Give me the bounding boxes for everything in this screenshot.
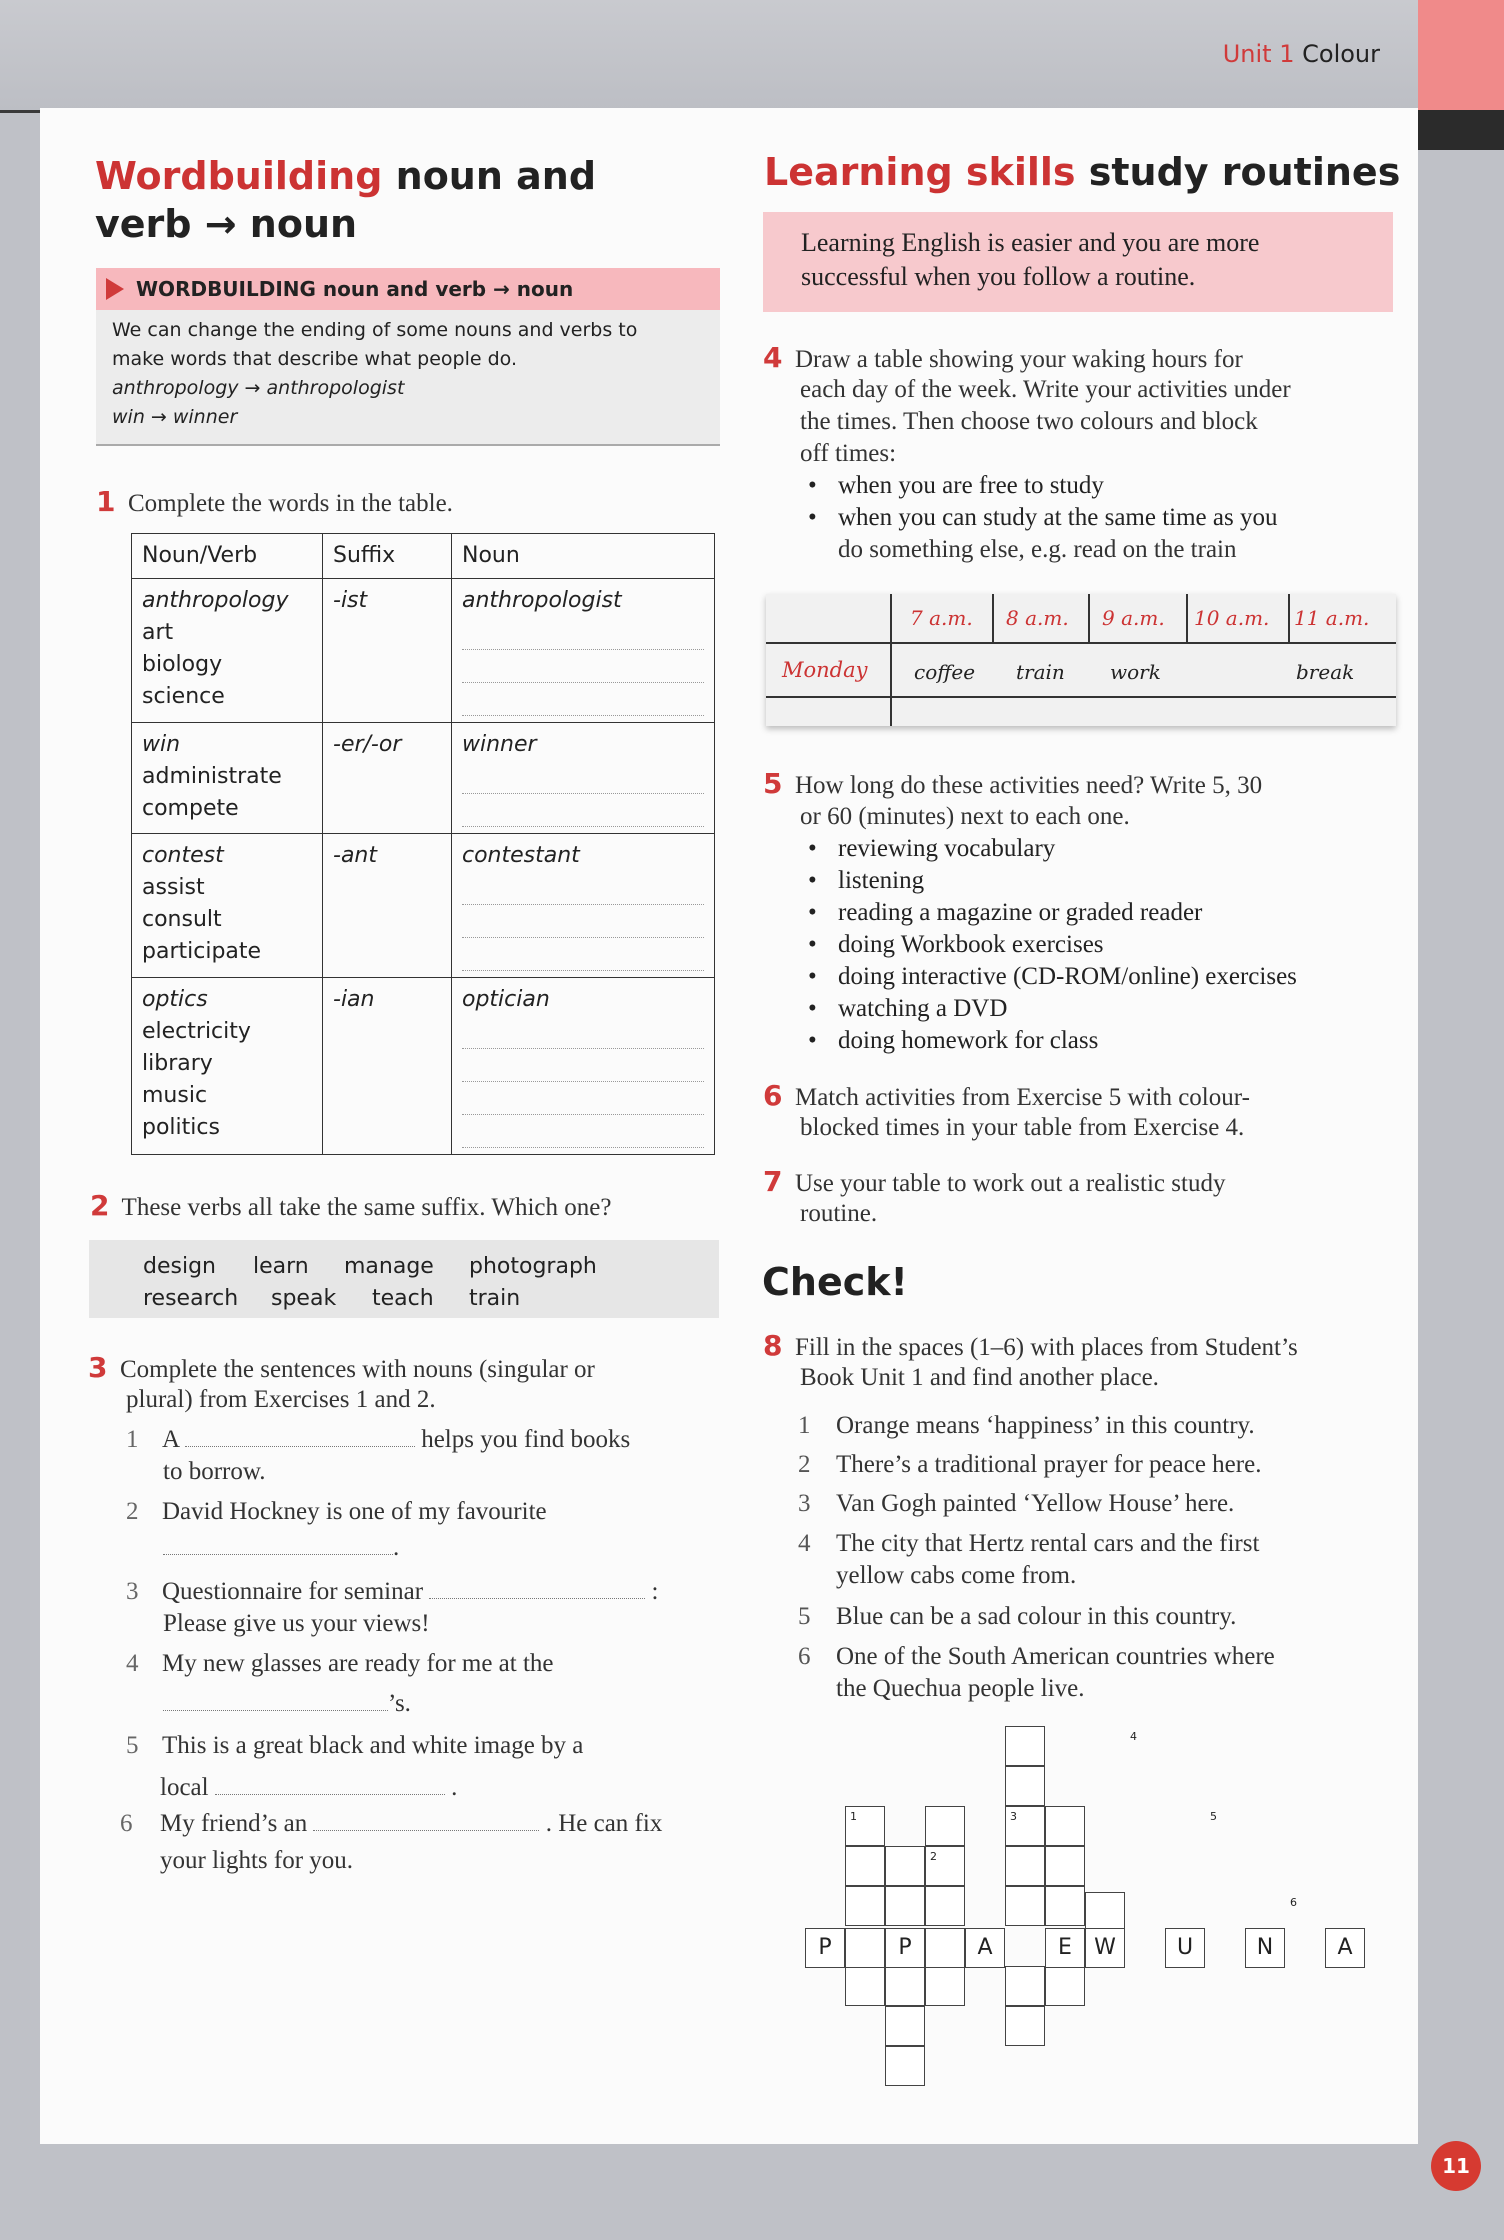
table-row [132,723,715,834]
sentence-text: . He can fix [545,1810,663,1837]
sentence-text: David Hockney is one of my favourite [162,1498,547,1525]
col-header: Noun/Verb [132,534,323,579]
crossword-clue-number: 6 [1290,1896,1297,1909]
clue-number: 1 [798,1412,811,1439]
crossword-clue-number: 2 [930,1850,937,1863]
title-rest: study routines [1088,150,1401,194]
answer-blank[interactable] [462,761,704,794]
answer-blank[interactable] [462,1115,704,1148]
sentence-number: 4 [126,1650,139,1677]
sentence-text: . [393,1534,400,1561]
answer-blank[interactable] [462,650,704,683]
crossword-cell[interactable] [885,2006,925,2046]
crossword-cell[interactable] [925,1886,965,1926]
bullet-item: do something else, e.g. read on the train [838,536,1237,563]
table-word: biology [142,652,223,677]
exercise-text: blocked times in your table from Exercise 4. [800,1114,1245,1141]
table-word: administrate [142,764,282,789]
table-word: science [142,684,225,709]
sentence-text: My friend’s an [160,1810,308,1837]
sentence-text: Please give us your views! [163,1610,430,1637]
sentence [163,1688,411,1720]
crossword-cell[interactable] [845,1928,885,1968]
grid-line [1288,594,1290,642]
table-word: library [142,1051,213,1076]
activity-label: break [1296,660,1355,684]
clue-number: 2 [798,1451,811,1478]
corner-tab [1418,0,1504,110]
exercise-7 [763,1166,1225,1200]
time-label: 8 a.m. [1006,606,1069,630]
word-box-item: design [143,1254,216,1279]
exercise-text: Book Unit 1 and find another place. [800,1364,1159,1391]
table-suffix: -ant [323,834,452,978]
exercise-text: Draw a table showing your waking hours for [794,346,1243,373]
sentence-number: 1 [126,1426,139,1453]
word-box [89,1240,719,1318]
answer-blank[interactable] [462,938,704,971]
table-word: win [142,732,181,757]
sentence-text: to borrow. [163,1458,266,1485]
title-rest-2: verb → noun [95,202,358,246]
title-red: Wordbuilding [95,154,383,198]
table-word: music [142,1083,208,1108]
exercise-number: 7 [763,1165,783,1198]
crossword-cell[interactable] [1005,1886,1045,1926]
intro-text: Learning English is easier and you are more [801,228,1260,257]
exercise-2 [90,1190,611,1224]
table-row [132,579,715,723]
crossword-cell[interactable] [885,2046,925,2086]
exercise-text: Match activities from Exercise 5 with colour- [794,1084,1250,1111]
sentence [126,1730,583,1762]
table-word: politics [142,1115,220,1140]
exercise-number: 1 [96,485,116,518]
wordbuilding-title [95,152,596,248]
crossword-cell[interactable] [1005,1726,1045,1766]
crossword-cell[interactable]: P [885,1928,925,1968]
answer-blank[interactable] [462,872,704,905]
sentence-number: 6 [120,1810,133,1837]
table-word: consult [142,907,222,932]
sentence-text: your lights for you. [160,1847,354,1874]
grid-line [766,642,1396,644]
sentence [126,1648,554,1680]
crossword-cell[interactable] [1005,1846,1045,1886]
check-heading: Check! [762,1260,908,1304]
table-word: anthropology [142,588,289,613]
exercise-number: 3 [88,1351,108,1384]
wordbuilding-box-head [96,268,720,310]
exercise-text: off times: [800,440,897,467]
crossword-cell[interactable]: P [805,1928,845,1968]
exercise-4 [763,342,1243,376]
table-word: electricity [142,1019,251,1044]
col-header: Noun [452,534,715,579]
exercise-number: 5 [763,767,783,800]
word-table [131,533,715,1155]
exercise-text: routine. [800,1200,878,1227]
exercise-1 [96,486,453,520]
crossword-cell[interactable] [885,1886,925,1926]
answer-blank[interactable] [462,683,704,716]
crossword-cell[interactable] [845,1966,885,2006]
exercise-text: plural) from Exercises 1 and 2. [126,1386,436,1413]
bullet-item: • watching a DVD [838,993,1007,1025]
clue [798,1601,1236,1633]
clue-number: 3 [798,1490,811,1517]
clue [798,1449,1261,1481]
crossword-clue-number: 4 [1130,1730,1137,1743]
unit-label: Unit 1 [1222,40,1295,68]
crossword-cell[interactable] [1045,1806,1085,1846]
clue-text: the Quechua people live. [836,1675,1085,1702]
word-box-item: train [469,1286,521,1311]
sentence-text: My new glasses are ready for me at the [162,1650,554,1677]
col-header: Suffix [323,534,452,579]
table-suffix: -er/-or [323,723,452,834]
grid-line [1186,594,1188,642]
page-number: 11 [1431,2141,1481,2191]
crossword-cell[interactable] [1045,1966,1085,2006]
time-label: 9 a.m. [1102,606,1165,630]
corner-tab-dark [1418,110,1504,150]
day-label: Monday [782,658,868,682]
exercise-8 [763,1330,1298,1364]
word-box-item: speak [271,1286,337,1311]
crossword-clue-number: 5 [1210,1810,1217,1823]
crossword-clue-number: 1 [850,1810,857,1823]
answer-blank[interactable] [215,1794,445,1795]
clue [798,1641,1275,1673]
title-rest: noun and [395,154,597,198]
crossword-cell[interactable]: U [1165,1928,1205,1968]
table-row [132,978,715,1155]
title-red: Learning skills [764,150,1076,194]
time-label: 7 a.m. [910,606,973,630]
word-box-item: photograph [469,1254,597,1279]
table-word: art [142,620,174,645]
clue [798,1488,1234,1520]
crossword-cell[interactable] [925,1806,965,1846]
table-noun: anthropologist [462,588,622,613]
answer-blank[interactable] [462,617,704,650]
exercise-text: or 60 (minutes) next to each one. [800,803,1130,830]
clue [798,1410,1255,1442]
answer-blank[interactable] [163,1554,393,1555]
crossword-cell[interactable]: E [1045,1928,1085,1968]
exercise-text: each day of the week. Write your activities under [800,376,1291,403]
crossword-cell[interactable] [1005,1766,1045,1806]
crossword-cell[interactable] [885,1846,925,1886]
box-line: We can change the ending of some nouns and verbs to [112,319,638,341]
crossword-cell[interactable]: A [965,1928,1005,1968]
crossword-cell[interactable] [1045,1846,1085,1886]
unit-header [1223,40,1380,68]
exercise-number: 2 [90,1189,110,1222]
sentence-number: 3 [126,1578,139,1605]
table-noun: contestant [462,843,580,868]
bullet-item: • listening [838,865,924,897]
clue-number: 5 [798,1603,811,1630]
crossword-cell[interactable] [925,1966,965,2006]
answer-blank[interactable] [462,794,704,827]
activity-label: coffee [914,660,976,684]
grid-line [1088,594,1090,642]
bullet-item: • when you are free to study [838,470,1104,502]
crossword-cell[interactable] [1085,1892,1125,1932]
table-word: contest [142,843,224,868]
exercise-text: Complete the words in the table. [127,490,453,517]
sentence [120,1808,662,1840]
crossword-cell[interactable] [845,1886,885,1926]
sentence-text: helps you find books [421,1426,631,1453]
word-box-item: research [143,1286,239,1311]
bullet-item: • doing interactive (CD-ROM/online) exercises [838,961,1297,993]
exercise-text: These verbs all take the same suffix. Which one? [121,1194,612,1221]
crossword-cell[interactable] [885,1966,925,2006]
clue-number: 6 [798,1643,811,1670]
clue-text: yellow cabs come from. [836,1562,1077,1589]
sentence-text: : [651,1578,659,1605]
clue [798,1528,1259,1560]
word-box-item: teach [372,1286,434,1311]
table-word: participate [142,939,262,964]
clue-text: The city that Hertz rental cars and the first [836,1530,1260,1557]
word-box-item: manage [344,1254,434,1279]
activity-label: train [1016,660,1065,684]
intro-box [763,212,1393,312]
sentence [126,1576,658,1608]
answer-blank[interactable] [462,1082,704,1115]
answer-blank[interactable] [163,1710,388,1711]
clue-text: Orange means ‘happiness’ in this country. [836,1412,1255,1439]
clue-text: Van Gogh painted ‘Yellow House’ here. [836,1490,1235,1517]
table-noun: winner [462,732,537,757]
wordbuilding-box [96,268,720,446]
exercise-text: Complete the sentences with nouns (singular or [119,1356,595,1383]
sentence [160,1772,457,1804]
exercise-number: 4 [763,341,783,374]
crossword-cell[interactable] [1005,2006,1045,2046]
bullet-item: • reading a magazine or graded reader [838,897,1202,929]
crossword-cell[interactable] [925,1928,965,1968]
sentence-text: local [160,1774,209,1801]
table-row [132,834,715,978]
sentence [126,1424,630,1456]
box-head-text: WORDBUILDING noun and verb → noun [136,277,574,301]
crossword-cell[interactable] [1005,1966,1045,2006]
clue-text: One of the South American countries where [836,1643,1275,1670]
word-box-item: learn [253,1254,309,1279]
table-word: compete [142,796,239,821]
sentence-text: . [451,1774,458,1801]
answer-blank[interactable] [429,1598,645,1599]
sentence-text: Questionnaire for seminar [162,1578,424,1605]
table-word: assist [142,875,205,900]
answer-blank[interactable] [462,905,704,938]
answer-blank[interactable] [462,1049,704,1082]
table-suffix: -ist [323,579,452,723]
sample-routine-table [766,594,1396,726]
clue-number: 4 [798,1530,811,1557]
exercise-text: Use your table to work out a realistic study [794,1170,1226,1197]
box-example: win → winner [112,406,238,428]
crossword-cell[interactable]: N [1245,1928,1285,1968]
sentence [126,1496,547,1528]
learning-skills-title [764,148,1400,196]
exercise-number: 8 [763,1329,783,1362]
box-example: anthropology → anthropologist [112,377,405,399]
exercise-number: 6 [763,1079,783,1112]
answer-blank[interactable] [313,1830,539,1831]
time-label: 10 a.m. [1194,606,1270,630]
sentence-text: ’s. [388,1690,411,1717]
activity-label: work [1110,660,1161,684]
crossword-clue-number: 3 [1010,1810,1017,1823]
box-line: make words that describe what people do. [112,348,517,370]
play-icon [106,278,124,300]
exercise-text: the times. Then choose two colours and block [800,408,1258,435]
grid-line [890,594,892,726]
exercise-5 [763,768,1262,802]
unit-title: Colour [1302,40,1380,68]
bullet-item: • doing homework for class [838,1025,1098,1057]
grid-line [992,594,994,642]
sentence-text: A [162,1426,179,1453]
crossword-cell[interactable] [1045,1886,1085,1926]
clue-text: There’s a traditional prayer for peace here. [836,1451,1262,1478]
bullet-item: • reviewing vocabulary [838,833,1055,865]
answer-blank[interactable] [462,1016,704,1049]
sentence-text: This is a great black and white image by a [162,1732,584,1759]
exercise-text: How long do these activities need? Write 5, 30 [794,772,1263,799]
sentence-number: 2 [126,1498,139,1525]
sentence-number: 5 [126,1732,139,1759]
table-noun: optician [462,987,550,1012]
sentence [163,1532,399,1564]
bullet-item: • doing Workbook exercises [838,929,1104,961]
exercise-3 [88,1352,595,1386]
answer-blank[interactable] [185,1446,415,1447]
wordbuilding-box-body [96,310,720,438]
clue-text: Blue can be a sad colour in this country. [836,1603,1237,1630]
table-suffix: -ian [323,978,452,1155]
crossword-cell[interactable]: A [1325,1928,1365,1968]
exercise-text: Fill in the spaces (1–6) with places from Student’s [794,1334,1298,1361]
grid-line [766,696,1396,698]
bullet-item: • when you can study at the same time as you [838,502,1277,534]
time-label: 11 a.m. [1294,606,1370,630]
crossword-cell[interactable] [845,1846,885,1886]
exercise-6 [763,1080,1250,1114]
table-word: optics [142,987,208,1012]
crossword-cell[interactable]: W [1085,1928,1125,1968]
intro-text: successful when you follow a routine. [801,262,1196,291]
